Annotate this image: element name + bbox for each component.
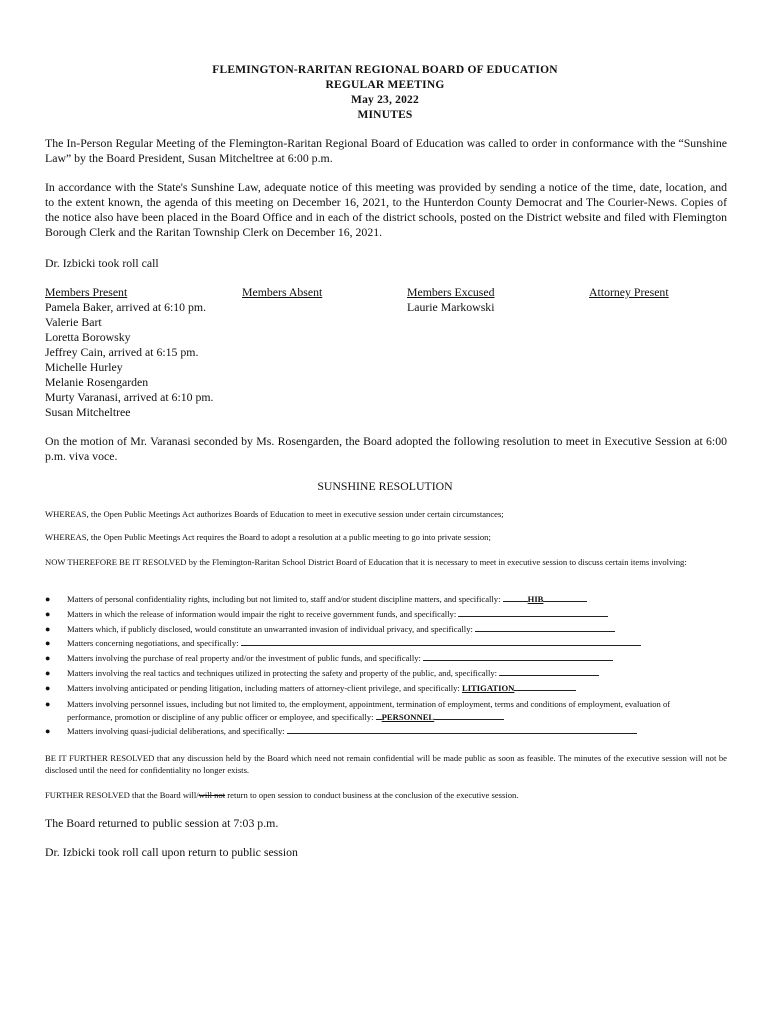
- header-board-name: FLEMINGTON-RARITAN REGIONAL BOARD OF EDUCATION: [212, 64, 558, 76]
- list-item: [45, 724, 735, 739]
- bullet-icon: ●: [45, 725, 51, 736]
- item-text: Matters involving the real tactics and techniques utilized in protecting the safety and property of the public, and, specifically:: [67, 667, 498, 678]
- list-item: [45, 696, 735, 724]
- member-present: Michelle Hurley: [45, 360, 123, 374]
- member-present: Melanie Rosengarden: [45, 375, 149, 389]
- list-item: [45, 607, 735, 622]
- member-present: Pamela Baker, arrived at 6:10 pm.: [45, 300, 207, 314]
- document-header: [0, 63, 770, 123]
- list-item: [45, 681, 735, 696]
- member-present: Jeffrey Cain, arrived at 6:15 pm.: [45, 345, 199, 359]
- attorney-present-column: [589, 285, 669, 300]
- members-excused-header: Members Excused: [407, 285, 495, 299]
- member-excused: Laurie Markowski: [407, 300, 495, 314]
- further-resolved-return: [45, 789, 727, 801]
- member-present: Loretta Borowsky: [45, 330, 131, 344]
- item-text: Matters involving personnel issues, including but not limited to, the employment, appointment, termination of employment, terms and conditions of employment, evaluation of performance, promotion or discipline of any public officer or employee, and specifically:: [67, 698, 671, 722]
- item-fill-value: PERSONNEL: [381, 711, 435, 722]
- motion-paragraph: On the motion of Mr. Varanasi seconded by Ms. Rosengarden, the Board adopted the following resolution to meet in Executive Session at 6:00 p.m. viva voce.: [45, 434, 727, 463]
- list-item: [45, 636, 735, 651]
- bullet-icon: ●: [45, 608, 51, 619]
- list-item: [45, 622, 735, 637]
- notice-paragraph: In accordance with the State's Sunshine Law, adequate notice of this meeting was provided by sending a notice of the time, date, location, and to the extent known, the agenda of this meeting on December 16, 2021, to the Hunterdon County Democrat and The Courier-News. Copies of the notice also have been placed in the Board Office and in each of the district schools, posted on the District website and filed with Flemington Borough Clerk and the Raritan Township Clerk on December 16, 2021.: [45, 180, 727, 239]
- bullet-icon: ●: [45, 638, 51, 649]
- further-resolved-text-end: return to open session to conduct business at the conclusion of the executive session.: [225, 790, 519, 800]
- header-minutes: MINUTES: [357, 109, 413, 121]
- bullet-icon: ●: [45, 653, 51, 664]
- roll-call-return: Dr. Izbicki took roll call upon return to public session: [45, 845, 298, 859]
- item-text: Matters involving anticipated or pending litigation, including matters of attorney-client privilege, and specifically:: [67, 682, 460, 693]
- item-text: Matters of personal confidentiality rights, including but not limited to, staff and/or student discipline matters, and specifically:: [67, 594, 501, 604]
- further-resolved-text-start: FURTHER RESOLVED that the Board will/: [45, 790, 199, 800]
- bullet-icon: ●: [45, 682, 51, 693]
- attorney-present-header: Attorney Present: [589, 285, 669, 299]
- bullet-icon: ●: [45, 698, 51, 709]
- item-text: Matters concerning negotiations, and specifically:: [67, 638, 239, 649]
- item-text: Matters in which the release of information would impair the right to receive government funds, and specifically:: [67, 608, 457, 619]
- item-fill-value: HIB: [527, 594, 544, 604]
- whereas-clause-1: WHEREAS, the Open Public Meetings Act authorizes Boards of Education to meet in executive session under certain circumstances;: [45, 509, 504, 519]
- list-item: [45, 651, 735, 666]
- sunshine-resolution-heading: SUNSHINE RESOLUTION: [317, 479, 453, 493]
- executive-session-items: [45, 592, 735, 738]
- member-present: Murty Varanasi, arrived at 6:10 pm.: [45, 390, 214, 404]
- returned-to-public-session: The Board returned to public session at 7:03 p.m.: [45, 816, 279, 830]
- members-present-column: [45, 285, 214, 420]
- members-absent-header: Members Absent: [242, 285, 323, 299]
- item-text: Matters involving the purchase of real property and/or the investment of public funds, and specifically:: [67, 653, 421, 664]
- struck-will-not: will not: [198, 790, 226, 800]
- item-text: Matters involving quasi-judicial deliberations, and specifically:: [67, 725, 285, 736]
- members-absent-column: [242, 285, 322, 300]
- further-resolved-confidentiality: BE IT FURTHER RESOLVED that any discussion held by the Board which need not remain confidential will be made public as soon as feasible. The minutes of the executive session will not be disclosed until the need for confidentiality no longer exists.: [45, 753, 727, 775]
- header-date: May 23, 2022: [351, 94, 419, 106]
- list-item: [45, 592, 735, 607]
- item-fill-value: LITIGATION: [461, 682, 515, 693]
- list-item: [45, 666, 735, 681]
- roll-call-text: Dr. Izbicki took roll call: [45, 256, 159, 270]
- bullet-icon: ●: [45, 594, 51, 604]
- members-present-header: Members Present: [45, 285, 128, 299]
- bullet-icon: ●: [45, 623, 51, 634]
- bullet-icon: ●: [45, 667, 51, 678]
- whereas-clause-2: WHEREAS, the Open Public Meetings Act requires the Board to adopt a resolution at a public meeting to go into private session;: [45, 532, 491, 542]
- call-to-order-paragraph: The In-Person Regular Meeting of the Flemington-Raritan Regional Board of Education was called to order in conformance with the “Sunshine Law” by the Board President, Susan Mitcheltree at 6:00 p.m.: [45, 136, 727, 165]
- member-present: Susan Mitcheltree: [45, 405, 131, 419]
- member-present: Valerie Bart: [45, 315, 102, 329]
- item-text: Matters which, if publicly disclosed, would constitute an unwarranted invasion of individual privacy, and specifically:: [67, 623, 473, 634]
- members-excused-column: [407, 285, 494, 315]
- header-meeting-type: REGULAR MEETING: [325, 79, 445, 91]
- now-therefore-clause: NOW THEREFORE BE IT RESOLVED by the Flemington-Raritan School District Board of Education that it is necessary to meet in executive session to discuss certain items involving:: [45, 557, 687, 567]
